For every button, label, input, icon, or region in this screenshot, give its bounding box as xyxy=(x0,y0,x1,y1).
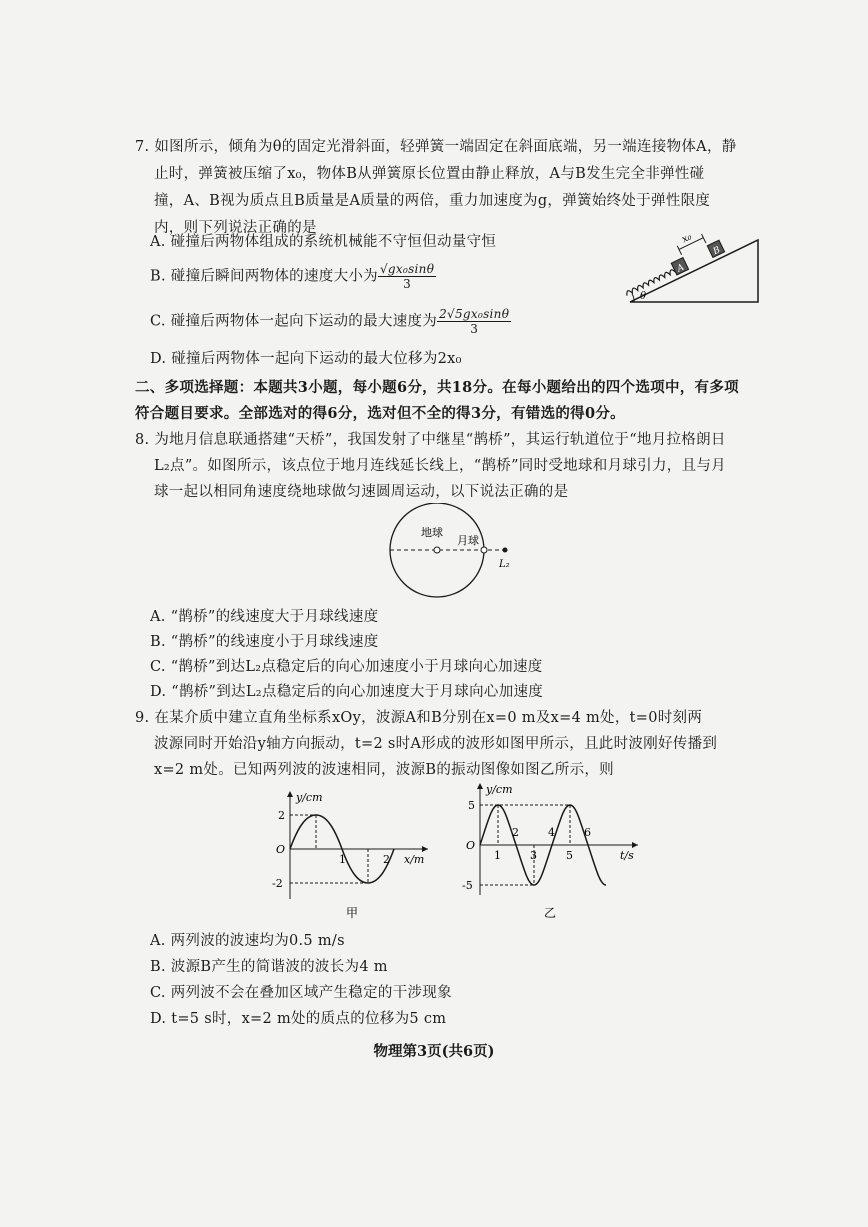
incline-triangle xyxy=(630,240,758,302)
jia-tick-x1: 1 xyxy=(339,853,346,866)
yi-tick-1: 1 xyxy=(494,849,501,862)
earth-dot xyxy=(434,547,440,553)
q9-option-b: B. 波源B产生的简谐波的波长为4 m xyxy=(150,959,388,975)
l2-dot xyxy=(503,548,508,553)
x0-label: x₀ xyxy=(680,231,694,246)
block-a-label: A xyxy=(675,262,686,275)
yi-origin: O xyxy=(466,839,476,852)
q7-line-3: 撞，A、B视为质点且B质量是A质量的两倍，重力加速度为g，弹簧始终处于弹性限度 xyxy=(154,193,711,209)
yi-caption: 乙 xyxy=(544,906,557,920)
q8-option-c: C. “鹊桥”到达L₂点稳定后的向心加速度小于月球向心加速度 xyxy=(150,659,543,675)
q9-line-3: x=2 m处。已知两列波的波速相同，波源B的振动图像如图乙所示，则 xyxy=(154,762,614,778)
jia-ylabel: y/cm xyxy=(296,791,323,804)
yi-y-arrow xyxy=(477,783,483,789)
jia-tick-2: 2 xyxy=(278,809,285,822)
q8-line-1: 8. 为地月信息联通搭建“天桥”，我国发射了中继星“鹊桥”，其运行轨道位于“地月拉格朗日 xyxy=(135,432,726,448)
q9-option-a: A. 两列波的波速均为0.5 m/s xyxy=(150,933,345,949)
l2-label: L₂ xyxy=(499,559,510,570)
jia-tick-neg2: -2 xyxy=(272,877,283,890)
q8-line-3: 球一起以相同角速度绕地球做匀速圆周运动，以下说法正确的是 xyxy=(154,484,569,500)
jia-tick-x2: 2 xyxy=(383,853,390,866)
q7-incline-figure xyxy=(620,230,770,312)
q8-option-b: B. “鹊桥”的线速度小于月球线速度 xyxy=(150,634,379,650)
q9-figure-yi xyxy=(462,779,647,922)
q7-option-b-text: B. 碰撞后瞬间两物体的速度大小为 xyxy=(150,268,378,285)
x0-tick-left xyxy=(677,246,681,255)
q9-line-1: 9. 在某介质中建立直角坐标系xOy，波源A和B分别在x=0 m及x=4 m处，t=0时刻两 xyxy=(135,710,703,726)
yi-ylabel: y/cm xyxy=(486,783,513,796)
q8-orbit-figure xyxy=(385,503,530,603)
yi-x-arrow xyxy=(632,842,638,848)
yi-tick-6: 6 xyxy=(584,826,591,839)
yi-tick-5s: 5 xyxy=(566,849,573,862)
section2-header-line-1: 二、多项选择题：本题共3小题，每小题6分，共18分。在每小题给出的四个选项中，有多项 xyxy=(135,379,739,396)
yi-tick-neg5: -5 xyxy=(462,879,473,892)
q7-option-c-denominator: 3 xyxy=(470,322,479,336)
yi-tick-4: 4 xyxy=(548,826,555,839)
jia-caption: 甲 xyxy=(346,906,359,920)
block-b-label: B xyxy=(711,245,722,258)
q7-option-b-fraction xyxy=(378,262,436,291)
q9-option-c: C. 两列波不会在叠加区域产生稳定的干涉现象 xyxy=(150,985,452,1001)
q9-option-d: D. t=5 s时，x=2 m处的质点的位移为5 cm xyxy=(150,1011,447,1027)
yi-tick-5: 5 xyxy=(468,799,475,812)
q7-option-c-numerator: 2√5gx₀sinθ xyxy=(439,307,510,321)
q7-option-c xyxy=(150,307,511,336)
theta-label: θ xyxy=(640,291,647,302)
q7-option-c-text: C. 碰撞后两物体一起向下运动的最大速度为 xyxy=(150,313,438,330)
q7-option-a: A. 碰撞后两物体组成的系统机械能不守恒但动量守恒 xyxy=(150,234,497,250)
q7-line-4: 内，则下列说法正确的是 xyxy=(154,220,317,236)
section2-header-line-2: 符合题目要求。全部选对的得6分，选对但不全的得3分，有错选的得0分。 xyxy=(135,405,625,422)
moon-label: 月球 xyxy=(457,534,479,547)
moon-dot xyxy=(481,547,487,553)
q7-option-d: D. 碰撞后两物体一起向下运动的最大位移为2x₀ xyxy=(150,351,462,367)
q9-figure-jia xyxy=(268,787,438,922)
q7-option-b-denominator: 3 xyxy=(403,277,412,291)
yi-xlabel: t/s xyxy=(620,849,634,862)
jia-xlabel: x/m xyxy=(404,853,425,866)
q9-line-2: 波源同时开始沿y轴方向振动，t=2 s时A形成的波形如图甲所示，且此时波刚好传播到 xyxy=(154,736,718,752)
q7-option-b xyxy=(150,262,436,291)
q8-option-a: A. “鹊桥”的线速度大于月球线速度 xyxy=(150,609,379,625)
q7-option-b-numerator: √gx₀sinθ xyxy=(379,262,435,276)
yi-tick-3: 3 xyxy=(530,849,537,862)
jia-x-arrow xyxy=(422,846,428,852)
earth-label: 地球 xyxy=(421,526,443,539)
q7-line-2: 止时，弹簧被压缩了x₀，物体B从弹簧原长位置由静止释放，A与B发生完全非弹性碰 xyxy=(154,166,705,182)
q7-option-c-fraction xyxy=(437,307,511,336)
page-footer: 物理第3页(共6页) xyxy=(373,1043,495,1060)
jia-origin: O xyxy=(276,843,286,856)
jia-y-arrow xyxy=(287,791,293,797)
yi-tick-2: 2 xyxy=(512,826,519,839)
q7-line-1: 7. 如图所示，倾角为θ的固定光滑斜面，轻弹簧一端固定在斜面底端，另一端连接物体A，静 xyxy=(135,139,737,155)
q8-line-2: L₂点”。如图所示，该点位于地月连线延长线上，“鹊桥”同时受地球和月球引力，且与月 xyxy=(154,458,726,474)
q8-option-d: D. “鹊桥”到达L₂点稳定后的向心加速度大于月球向心加速度 xyxy=(150,684,544,700)
